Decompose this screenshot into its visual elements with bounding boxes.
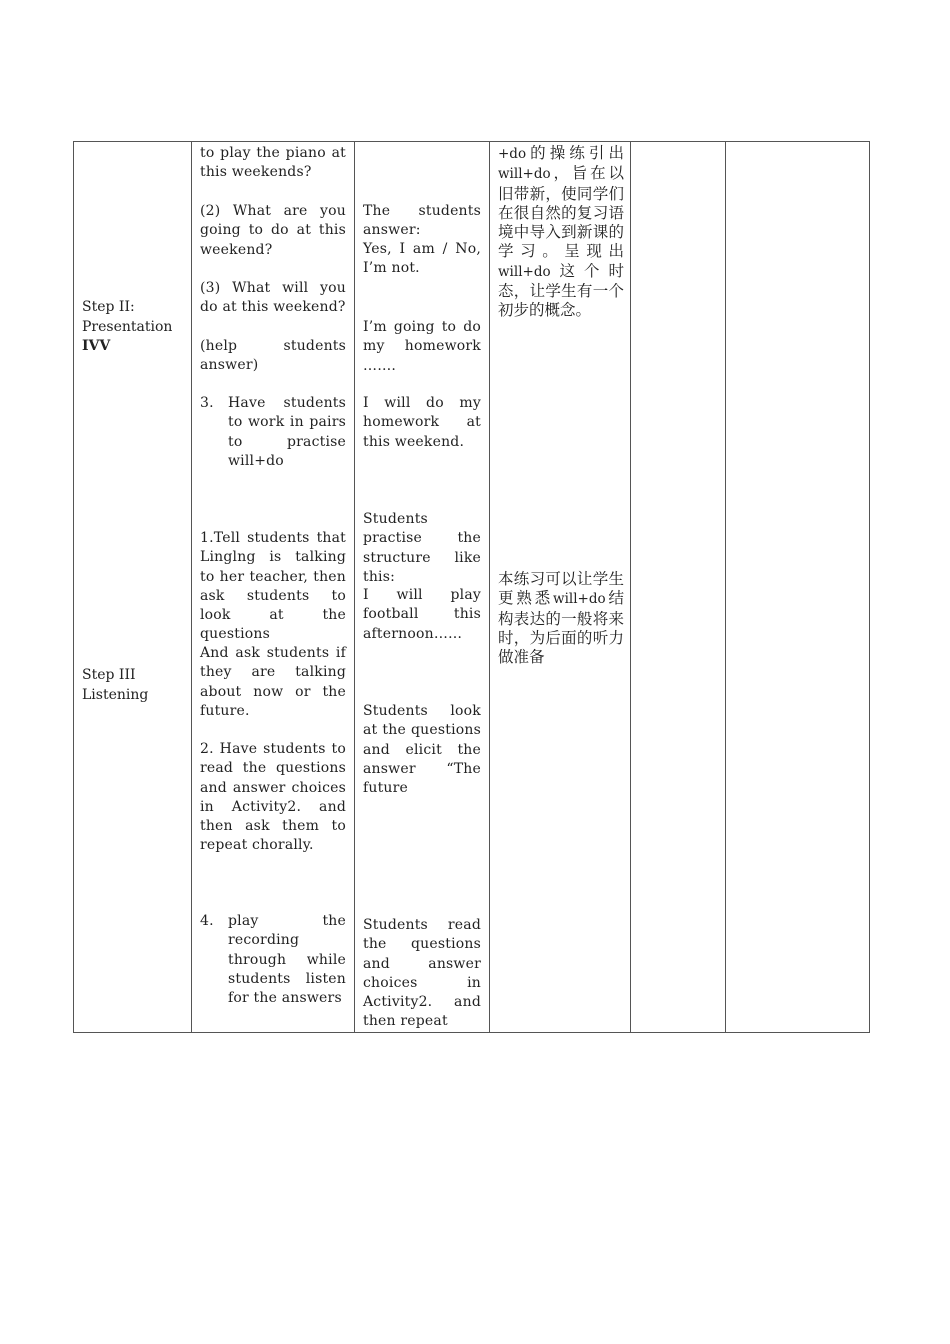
teacher-text-3b: (help students answer) [200, 338, 346, 374]
step-column [74, 142, 192, 1033]
step-listening: Step III Listening [82, 667, 149, 703]
empty-column-5 [631, 142, 726, 1033]
teacher-item-4: 4. play the recording through while students listen for the answers [200, 913, 346, 1007]
table-row [74, 142, 870, 1033]
student-activity-column [355, 142, 490, 1033]
student-text-4: I will do my homework at this weekend. [363, 395, 481, 450]
student-text-3: I’m going to do my homework ……. [363, 319, 481, 374]
student-text-7: Students look at the questions and elicit the answer “The future [363, 703, 481, 797]
teacher-text-6: 2. Have students to read the questions and answer choices in Activity2. and then ask them to repeat chorally. [200, 741, 346, 854]
step-presentation: Step II: Presentation IVV [82, 299, 173, 354]
lesson-plan-table [73, 141, 870, 1033]
teacher-text-4: 1.Tell students that Linglng is talking to her teacher, then ask students to look at the questions [200, 530, 346, 643]
student-text-5: Students practise the structure like this: [363, 511, 481, 585]
student-text-8: Students read the questions and answer choices in Activity2. and then repeat [363, 917, 481, 1030]
student-text-6: I will play football this afternoon…… [363, 587, 481, 642]
teacher-text-1: to play the piano at this weekends? [200, 145, 346, 181]
teacher-text-5: And ask students if they are talking about now or the future. [200, 645, 346, 719]
teacher-activity-column [192, 142, 355, 1033]
teacher-text-3: (3) What will you do at this weekend? [200, 280, 346, 316]
teacher-item-3: 3. Have students to work in pairs to practise will+do [200, 395, 346, 469]
design-purpose-column [490, 142, 631, 1033]
empty-column-6 [726, 142, 870, 1033]
teacher-text-2: (2) What are you going to do at this weekend? [200, 203, 346, 258]
student-text-1: The students answer: [363, 203, 481, 239]
purpose-text-2: 本练习可以让学生更熟悉will+do结构表达的一般将来时，为后面的听力做准备 [498, 570, 624, 667]
student-text-2: Yes, I am / No, I’m not. [363, 241, 481, 277]
purpose-text-1: +do的操练引出will+do，旨在以旧带新，使同学们在很自然的复习语境中导入到新课的学习。呈现出will+do这个时态，让学生有一个初步的概念。 [498, 144, 624, 320]
